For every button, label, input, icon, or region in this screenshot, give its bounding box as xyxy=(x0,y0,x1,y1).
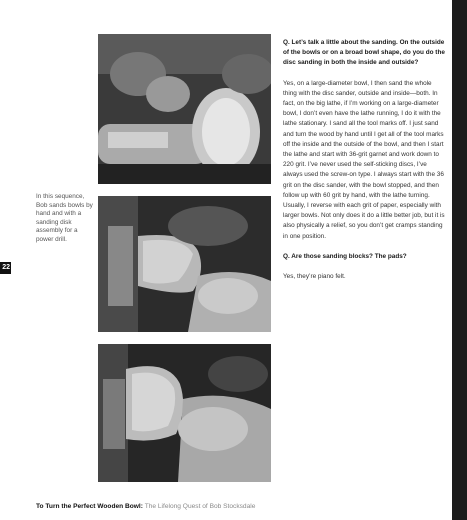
answer-sanding-blocks: Yes, they’re piano felt. xyxy=(283,273,346,281)
photo-hand-sanding-outside-image xyxy=(98,196,271,332)
photo-hand-sanding-inside xyxy=(98,344,271,482)
photo-caption: In this sequence, Bob sands bowls by hand and with a sanding disk assembly for a power drill. xyxy=(36,193,93,243)
interview-text xyxy=(283,38,446,292)
running-footer xyxy=(36,503,255,510)
photo-disc-sander xyxy=(98,34,271,184)
footer-book-title: To Turn the Perfect Wooden Bowl: xyxy=(36,503,143,510)
page-spine xyxy=(452,0,467,520)
photo-disc-sander-image xyxy=(98,34,271,184)
answer-sanding: Yes, on a large-diameter bowl, I then sand the whole thing with the disc sander, outside and inside—both. In fact, on the big lathe, if I’m working on a large-diameter bowl, I don’t even have the lathe running, I do it with the lathe stationary. I sand all the tool marks off. I just sand and turn the wood by hand until I get all of the tool marks off the inside and the outside of the bowl, and then I start the lathe and start with 36-grit garnet and work down to 220 grit. I’ve never used the self-sticking discs, I’ve always used the screw-on type. I always start with the 36 grit on the disc sander, with the bowl stopped, and then follow up with 60 grit by hand, with the lathe turning. Usually, I reverse with each grit of paper, especially with larger bowls. Not only does it do a little better job, but it is also physically a relief, so you don’t get cramps standing in one position. xyxy=(283,79,445,240)
photo-hand-sanding-inside-image xyxy=(98,344,271,482)
page-number: 22 xyxy=(0,262,11,274)
question-sanding-blocks: Q. Are those sanding blocks? The pads? xyxy=(283,252,407,260)
footer-subtitle: The Lifelong Quest of Bob Stocksdale xyxy=(144,503,256,510)
photo-hand-sanding-outside xyxy=(98,196,271,332)
question-sanding: Q. Let’s talk a little about the sanding. On the outside of the bowls or on a broad bowl shape, do you do the disc sanding in both the inside and outside? xyxy=(283,39,445,67)
